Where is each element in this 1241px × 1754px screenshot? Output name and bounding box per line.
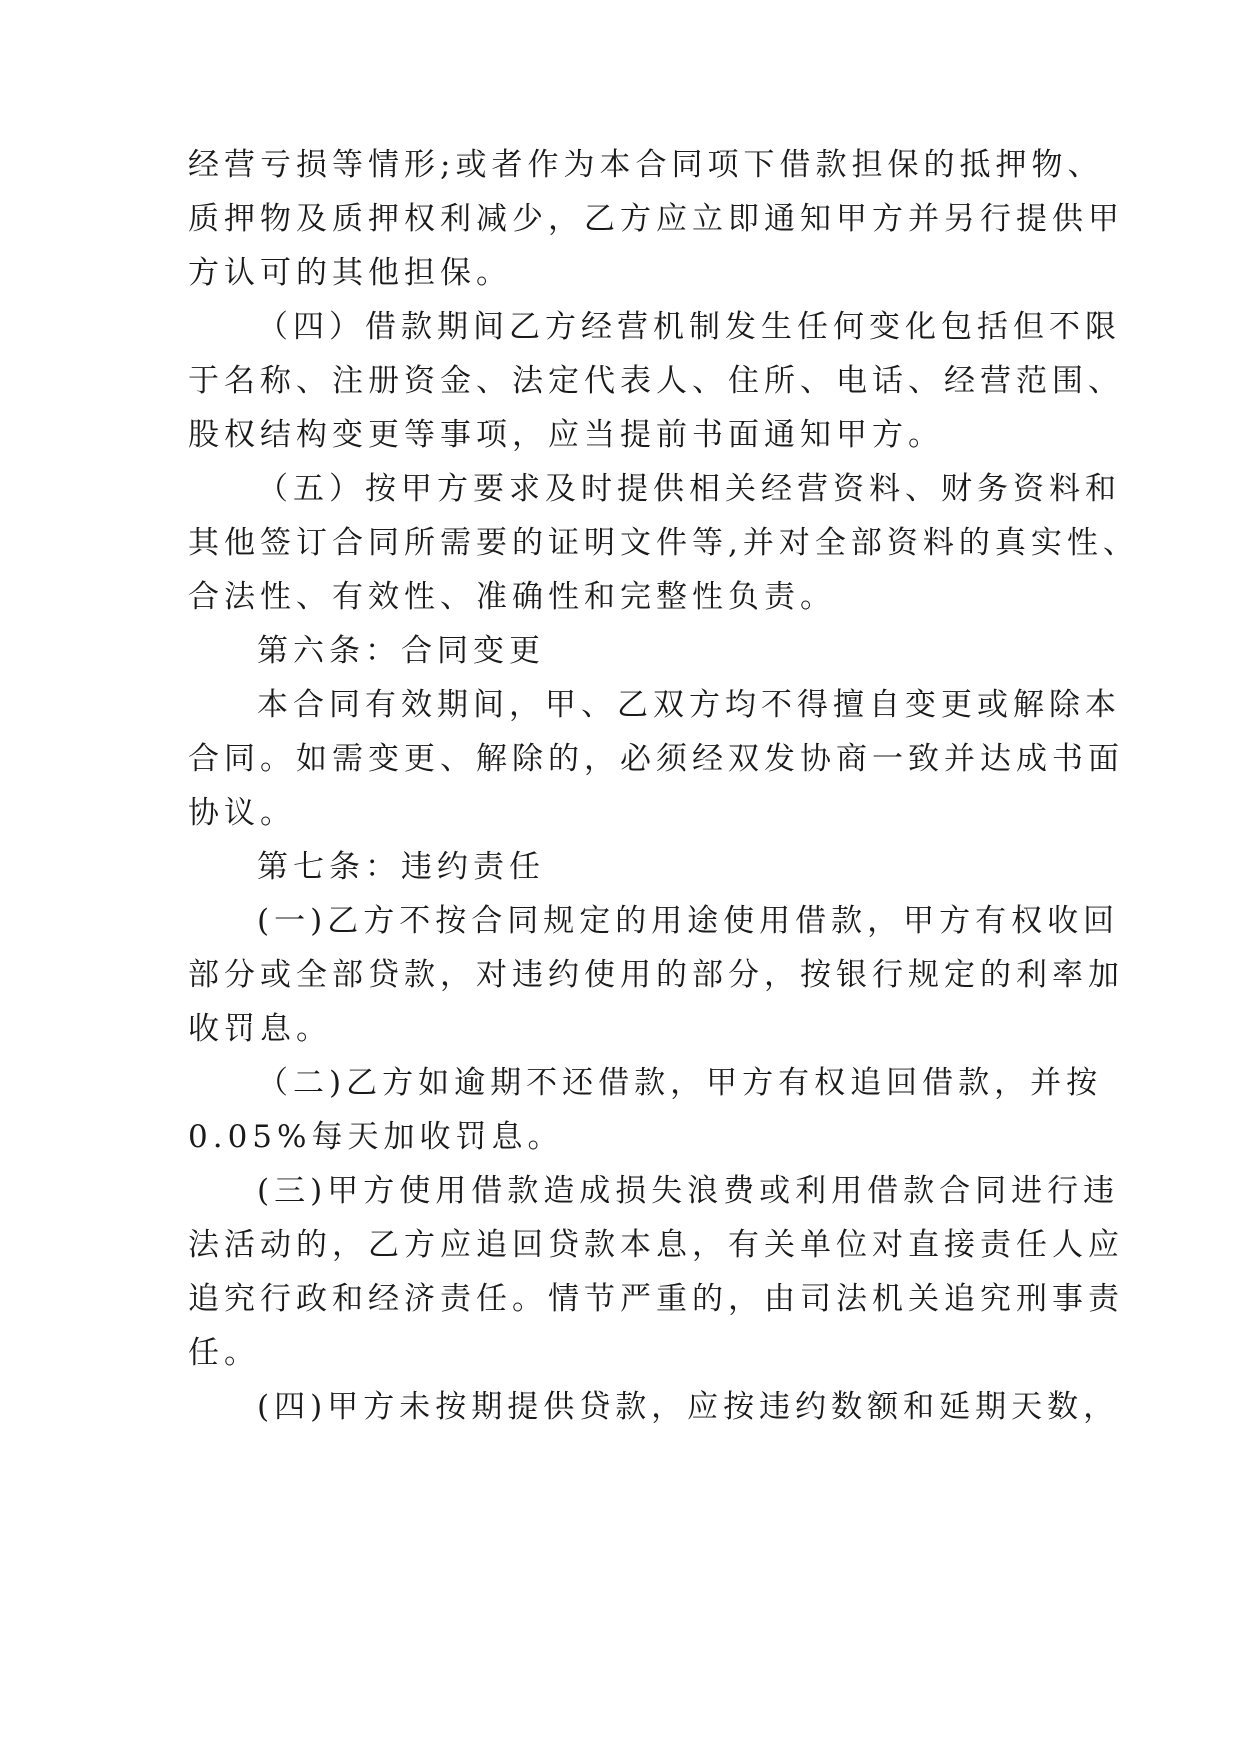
text-line: 质押物及质押权利减少，乙方应立即通知甲方并另行提供甲 <box>188 201 1124 237</box>
text-line: 收罚息。 <box>188 1011 332 1047</box>
text-line: 方认可的其他担保。 <box>188 255 512 291</box>
text-line: 协议。 <box>188 795 296 831</box>
text-line: 法活动的，乙方应追回贷款本息，有关单位对直接责任人应 <box>188 1227 1124 1263</box>
text-line: 股权结构变更等事项，应当提前书面通知甲方。 <box>188 417 944 453</box>
text-line: 部分或全部贷款，对违约使用的部分，按银行规定的利率加 <box>188 957 1124 993</box>
text-line: 0.05%每天加收罚息。 <box>188 1119 564 1155</box>
section-heading: 第六条：合同变更 <box>257 633 545 669</box>
text-line: 经营亏损等情形;或者作为本合同项下借款担保的抵押物、 <box>188 147 1104 183</box>
text-line: (一)乙方不按合同规定的用途使用借款，甲方有权收回 <box>257 903 1120 939</box>
text-line: （二)乙方如逾期不还借款，甲方有权追回借款，并按 <box>257 1065 1103 1101</box>
text-line: (三)甲方使用借款造成损失浪费或利用借款合同进行违 <box>257 1173 1120 1209</box>
text-line: （四）借款期间乙方经营机制发生任何变化包括但不限 <box>257 309 1121 345</box>
text-line: 其他签订合同所需要的证明文件等,并对全部资料的真实性、 <box>188 525 1139 561</box>
text-line: 任。 <box>188 1335 260 1371</box>
text-line: （五）按甲方要求及时提供相关经营资料、财务资料和 <box>257 471 1121 507</box>
text-line: 合法性、有效性、准确性和完整性负责。 <box>188 579 836 615</box>
text-line: 合同。如需变更、解除的，必须经双发协商一致并达成书面 <box>188 741 1124 777</box>
text-line: (四)甲方未按期提供贷款，应按违约数额和延期天数， <box>257 1389 1120 1425</box>
text-line: 本合同有效期间，甲、乙双方均不得擅自变更或解除本 <box>257 687 1121 723</box>
text-line: 追究行政和经济责任。情节严重的，由司法机关追究刑事责 <box>188 1281 1124 1317</box>
text-line: 于名称、注册资金、法定代表人、住所、电话、经营范围、 <box>188 363 1124 399</box>
section-heading: 第七条：违约责任 <box>257 849 545 885</box>
